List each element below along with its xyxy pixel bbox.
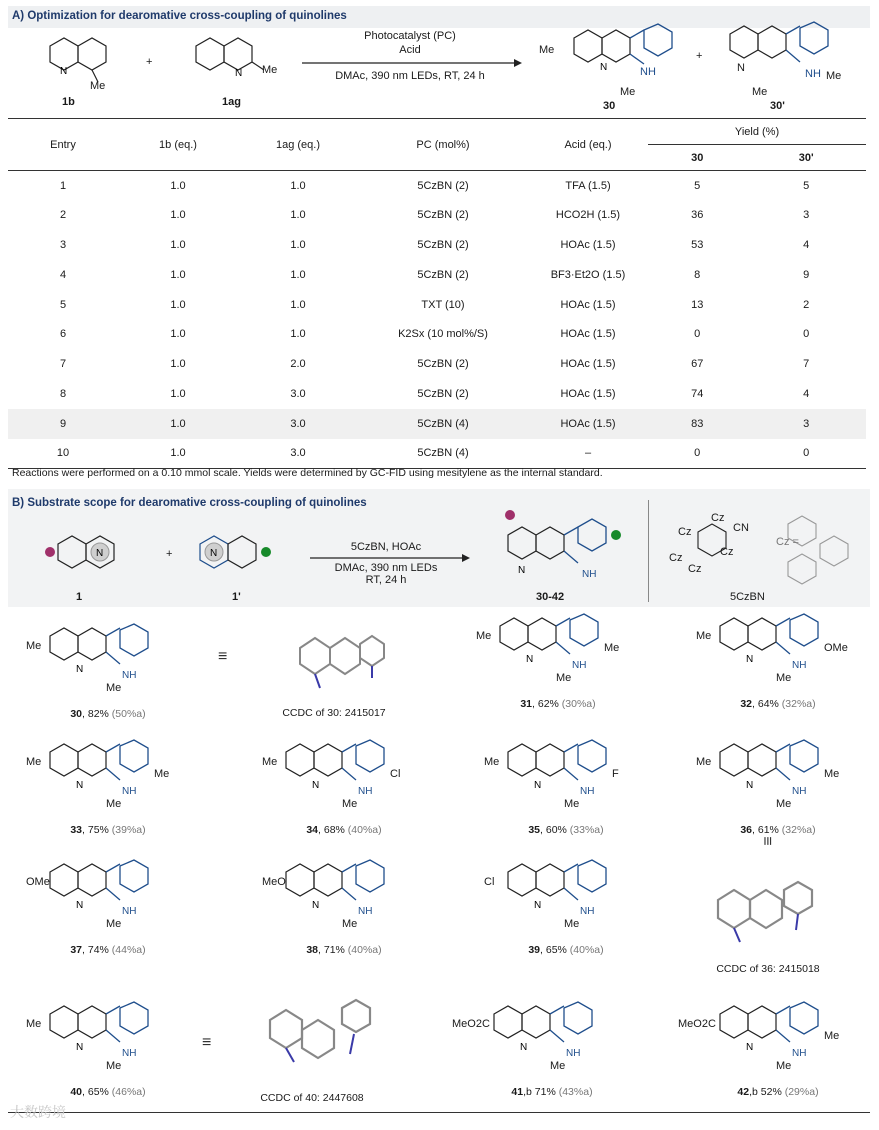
svg-text:N: N	[746, 1042, 754, 1053]
compound-37-sub-left: OMe	[26, 876, 50, 888]
plus-sign-b: +	[166, 548, 173, 560]
cond-a-1: Photocatalyst (PC)	[364, 30, 456, 42]
compound-number: 34	[306, 824, 319, 836]
product-30prime-label: 30'	[770, 100, 785, 112]
reactant-1-label: 1	[76, 591, 83, 603]
table-row: 4 1.0 1.0 5CzBN (2) BF3·Et2O (1.5) 8 9	[59, 268, 810, 281]
compound-yield-paren: (32%a)	[781, 824, 816, 836]
compound-36-sub-right: Me	[824, 768, 840, 780]
svg-text:NH: NH	[566, 1048, 581, 1059]
compound-41-sub-left: MeO2C	[452, 1018, 490, 1030]
catalyst-5czbn-structure	[670, 508, 860, 588]
compound-yield: ,b 71%	[523, 1086, 559, 1098]
table-row: 1 1.0 1.0 5CzBN (2) TFA (1.5) 5 5	[59, 179, 810, 192]
compound-31-sub-left: Me	[476, 630, 492, 642]
compound-yield-paren: (43%a)	[558, 1086, 593, 1098]
compound-41-me-bridge: Me	[550, 1060, 566, 1072]
compound-34	[256, 738, 436, 828]
reactant-1ag-label: 1ag	[222, 96, 241, 108]
compound-30	[20, 622, 200, 712]
compound-39-sub-left: Cl	[484, 876, 495, 888]
table-row-highlight: 9 1.0 3.0 5CzBN (4) HOAc (1.5) 83 3	[8, 409, 866, 439]
reactant-1prime-label: 1'	[232, 591, 241, 603]
svg-text:N: N	[534, 900, 542, 911]
svg-text:N: N	[518, 565, 526, 576]
compound-38-caption	[244, 944, 444, 956]
compound-34-caption	[244, 824, 444, 836]
svg-text:N: N	[534, 780, 542, 791]
compound-number: 32	[740, 698, 753, 710]
cz-2: Cz	[678, 526, 692, 538]
compound-36-caption	[678, 824, 878, 836]
compound-yield: , 65%	[540, 944, 570, 956]
compound-40-caption	[8, 1086, 208, 1098]
compound-34-sub-right: Cl	[390, 768, 401, 780]
compound-32	[690, 612, 870, 702]
compound-yield-paren: (44%a)	[111, 944, 146, 956]
product-30prime-structure	[722, 20, 852, 100]
svg-text:N: N	[76, 780, 84, 791]
compound-42	[678, 1000, 870, 1090]
product-30prime-n: N	[737, 62, 745, 74]
th-r2: 1ag (eq.)	[275, 138, 321, 151]
compound-yield: , 60%	[540, 824, 570, 836]
product-30-me-bottom: Me	[620, 86, 636, 98]
compound-yield-paren: (39%a)	[111, 824, 146, 836]
product-generic-label: 30-42	[536, 591, 565, 603]
product-generic-structure	[498, 505, 638, 590]
table-row: 6 1.0 1.0 K2Sx (10 mol%/S) HOAc (1.5) 0 0	[59, 328, 810, 341]
compound-33-me-bridge: Me	[106, 798, 122, 810]
compound-31-sub-right: Me	[604, 642, 620, 654]
product-30prime-nh: NH	[805, 68, 821, 80]
optimization-table	[8, 118, 866, 469]
compound-number: 41	[511, 1086, 524, 1098]
cz-1: Cz	[711, 512, 725, 524]
compound-number: 35	[528, 824, 541, 836]
compound-40-sub-left: Me	[26, 1018, 42, 1030]
equiv-symbol-36: ≡	[758, 836, 776, 846]
compound-38-sub-left: MeO	[262, 876, 286, 888]
th-entry: Entry	[50, 138, 76, 151]
svg-text:NH: NH	[792, 660, 807, 671]
compound-34-sub-left: Me	[262, 756, 278, 768]
compound-39-structure	[478, 858, 648, 938]
compound-33-sub-left: Me	[26, 756, 42, 768]
section-divider	[648, 500, 649, 602]
svg-text:NH: NH	[792, 786, 807, 797]
product-30prime-me-right: Me	[826, 70, 842, 82]
cond-b-3: RT, 24 h	[365, 574, 407, 586]
table-row: 10 1.0 3.0 5CzBN (4) – 0 0	[8, 439, 866, 469]
compound-number: 40	[70, 1086, 83, 1098]
svg-text:NH: NH	[122, 1048, 137, 1059]
reactant-1b-label: 1b	[62, 96, 75, 108]
table-row: 3 1.0 1.0 5CzBN (2) HOAc (1.5) 53 4	[59, 238, 810, 251]
compound-39-me-bridge: Me	[564, 918, 580, 930]
compound-37-me-bridge: Me	[106, 918, 122, 930]
svg-text:NH: NH	[122, 906, 137, 917]
compound-42-caption	[678, 1086, 878, 1098]
svg-text:NH: NH	[792, 1048, 807, 1059]
xray-40-image	[254, 990, 384, 1085]
svg-text:N: N	[520, 1042, 528, 1053]
compound-yield-paren: (46%a)	[111, 1086, 146, 1098]
compound-34-me-bridge: Me	[342, 798, 358, 810]
compound-39	[478, 858, 658, 948]
compound-39-caption	[466, 944, 666, 956]
compound-35	[478, 738, 658, 828]
compound-36-me-bridge: Me	[776, 798, 792, 810]
compound-42-sub-left: MeO2C	[678, 1018, 716, 1030]
compound-41-structure	[464, 1000, 634, 1080]
compound-32-caption	[678, 698, 878, 710]
section-b-title: B) Substrate scope for dearomative cross-coupling of quinolines	[12, 497, 367, 509]
xray-40-caption: CCDC of 40: 2447608	[260, 1092, 364, 1104]
reactant-1ag-sub: Me	[262, 64, 278, 76]
product-30-nh: NH	[640, 66, 656, 78]
compound-yield: , 61%	[752, 824, 782, 836]
reactant-1-structure	[40, 530, 130, 585]
compound-37-caption	[8, 944, 208, 956]
cz-3: Cz	[720, 546, 734, 558]
compound-number: 39	[528, 944, 541, 956]
watermark-text: 大数跨境	[10, 1104, 66, 1120]
th-y1: 30	[691, 151, 704, 164]
compound-number: 37	[70, 944, 83, 956]
compound-yield: , 68%	[318, 824, 348, 836]
compound-40-me-bridge: Me	[106, 1060, 122, 1072]
compound-30-sub-left: Me	[26, 640, 42, 652]
compound-yield-paren: (33%a)	[569, 824, 604, 836]
compound-31-me-bridge: Me	[556, 672, 572, 684]
cond-a-2: Acid	[399, 44, 421, 56]
compound-yield: , 75%	[82, 824, 112, 836]
cz-equals: Cz =	[776, 536, 799, 548]
compound-number: 36	[740, 824, 753, 836]
cz-4: Cz	[669, 552, 683, 564]
compound-37	[20, 858, 200, 948]
svg-text:N: N	[526, 654, 534, 665]
equiv-symbol-40: ≡	[202, 1034, 212, 1051]
compound-yield: , 64%	[752, 698, 782, 710]
reactant-1b-sub: Me	[90, 80, 106, 92]
compound-32-me-bridge: Me	[776, 672, 792, 684]
compound-number: 38	[306, 944, 319, 956]
compound-35-sub-right: F	[612, 768, 619, 780]
svg-text:N: N	[312, 780, 320, 791]
svg-text:N: N	[76, 664, 84, 675]
svg-text:NH: NH	[582, 569, 597, 580]
compound-yield: , 71%	[318, 944, 348, 956]
catalyst-label: 5CzBN	[730, 591, 765, 603]
svg-text:NH: NH	[580, 786, 595, 797]
xray-36-image	[700, 860, 825, 955]
compound-35-me-bridge: Me	[564, 798, 580, 810]
table-row: 7 1.0 2.0 5CzBN (2) HOAc (1.5) 67 7	[59, 358, 810, 371]
compound-38-me-bridge: Me	[342, 918, 358, 930]
compound-number: 33	[70, 824, 83, 836]
svg-text:NH: NH	[580, 906, 595, 917]
svg-text:N: N	[76, 1042, 84, 1053]
compound-37-structure	[20, 858, 190, 938]
compound-35-sub-left: Me	[484, 756, 500, 768]
compound-yield-paren: (40%a)	[347, 944, 382, 956]
svg-text:N: N	[210, 548, 218, 559]
compound-yield: , 82%	[82, 708, 112, 720]
compound-yield: , 74%	[82, 944, 112, 956]
compound-number: 31	[520, 698, 533, 710]
th-yield: Yield (%)	[648, 119, 866, 145]
svg-text:N: N	[600, 62, 608, 73]
svg-text:NH: NH	[358, 786, 373, 797]
compound-42-me-bridge: Me	[776, 1060, 792, 1072]
compound-31-caption	[458, 698, 658, 710]
compound-41-caption	[452, 1086, 652, 1098]
svg-text:N: N	[96, 548, 104, 559]
product-30-me-left: Me	[539, 44, 555, 56]
cond-b-1: 5CzBN, HOAc	[350, 541, 422, 553]
compound-38-structure	[256, 858, 426, 938]
compound-30-caption	[8, 708, 208, 720]
bottom-rule	[8, 1112, 870, 1113]
svg-text:N: N	[76, 900, 84, 911]
compound-41	[452, 1000, 644, 1090]
th-y2: 30'	[798, 151, 814, 164]
compound-yield-paren: (40%a)	[569, 944, 604, 956]
svg-text:N: N	[312, 900, 320, 911]
table-footnote: Reactions were performed on a 0.10 mmol scale. Yields were determined by GC-FID using mesitylene as the internal standard.	[12, 467, 603, 479]
cond-a-3: DMAc, 390 nm LEDs, RT, 24 h	[335, 70, 485, 82]
th-r1: 1b (eq.)	[159, 138, 197, 151]
table-row: 5 1.0 1.0 TXT (10) HOAc (1.5) 13 2	[59, 298, 810, 311]
svg-text:NH: NH	[122, 670, 137, 681]
plus-sign: +	[146, 56, 153, 68]
compound-yield-paren: (50%a)	[111, 708, 146, 720]
compound-yield: , 62%	[532, 698, 562, 710]
compound-yield: ,b 52%	[749, 1086, 785, 1098]
compound-33-caption	[8, 824, 208, 836]
compound-yield: , 65%	[82, 1086, 112, 1098]
compound-yield-paren: (40%a)	[347, 824, 382, 836]
compound-33	[20, 738, 200, 828]
compound-34-structure	[256, 738, 426, 818]
compound-40	[20, 1000, 200, 1090]
reaction-arrow-a	[302, 58, 522, 68]
compound-36	[690, 738, 870, 828]
compound-32-sub-left: Me	[696, 630, 712, 642]
svg-text:N: N	[746, 780, 754, 791]
svg-text:N: N	[746, 654, 754, 665]
svg-text:NH: NH	[122, 786, 137, 797]
svg-text:NH: NH	[572, 660, 587, 671]
compound-number: 42	[737, 1086, 750, 1098]
plus-sign-2: +	[696, 50, 703, 62]
compound-32-sub-right: OMe	[824, 642, 848, 654]
cn-group: CN	[733, 522, 749, 534]
cz-5: Cz	[688, 563, 702, 575]
xray-30-image	[280, 618, 390, 698]
product-30-label: 30	[603, 100, 616, 112]
th-acid: Acid (eq.)	[564, 138, 612, 151]
compound-30-me-bridge: Me	[106, 682, 122, 694]
compound-31	[470, 612, 650, 702]
svg-text:NH: NH	[358, 906, 373, 917]
xray-30-caption: CCDC of 30: 2415017	[282, 707, 386, 719]
compound-36-sub-left: Me	[696, 756, 712, 768]
compound-40-structure	[20, 1000, 190, 1080]
product-30prime-me-bottom: Me	[752, 86, 768, 98]
reactant-1b-structure	[40, 34, 130, 94]
compound-yield-paren: (29%a)	[784, 1086, 819, 1098]
compound-33-sub-right: Me	[154, 768, 170, 780]
table-row: 2 1.0 1.0 5CzBN (2) HCO2H (1.5) 36 3	[59, 209, 810, 222]
table-row: 8 1.0 3.0 5CzBN (2) HOAc (1.5) 74 4	[59, 387, 810, 400]
svg-text:N: N	[60, 66, 68, 77]
compound-30-structure	[20, 622, 190, 702]
svg-text:N: N	[235, 68, 243, 79]
compound-35-caption	[466, 824, 666, 836]
section-a-title: A) Optimization for dearomative cross-coupling of quinolines	[12, 10, 347, 22]
compound-38	[256, 858, 436, 948]
cond-b-2: DMAc, 390 nm LEDs	[334, 562, 438, 574]
reactant-1prime-structure	[190, 530, 285, 585]
compound-number: 30	[70, 708, 83, 720]
xray-36-caption: CCDC of 36: 2415018	[716, 963, 820, 975]
th-pc: PC (mol%)	[416, 138, 470, 151]
compound-yield-paren: (30%a)	[561, 698, 596, 710]
compound-yield-paren: (32%a)	[781, 698, 816, 710]
compound-35-structure	[478, 738, 648, 818]
equiv-symbol-30: ≡	[218, 648, 228, 665]
compound-42-sub-right: Me	[824, 1030, 840, 1042]
